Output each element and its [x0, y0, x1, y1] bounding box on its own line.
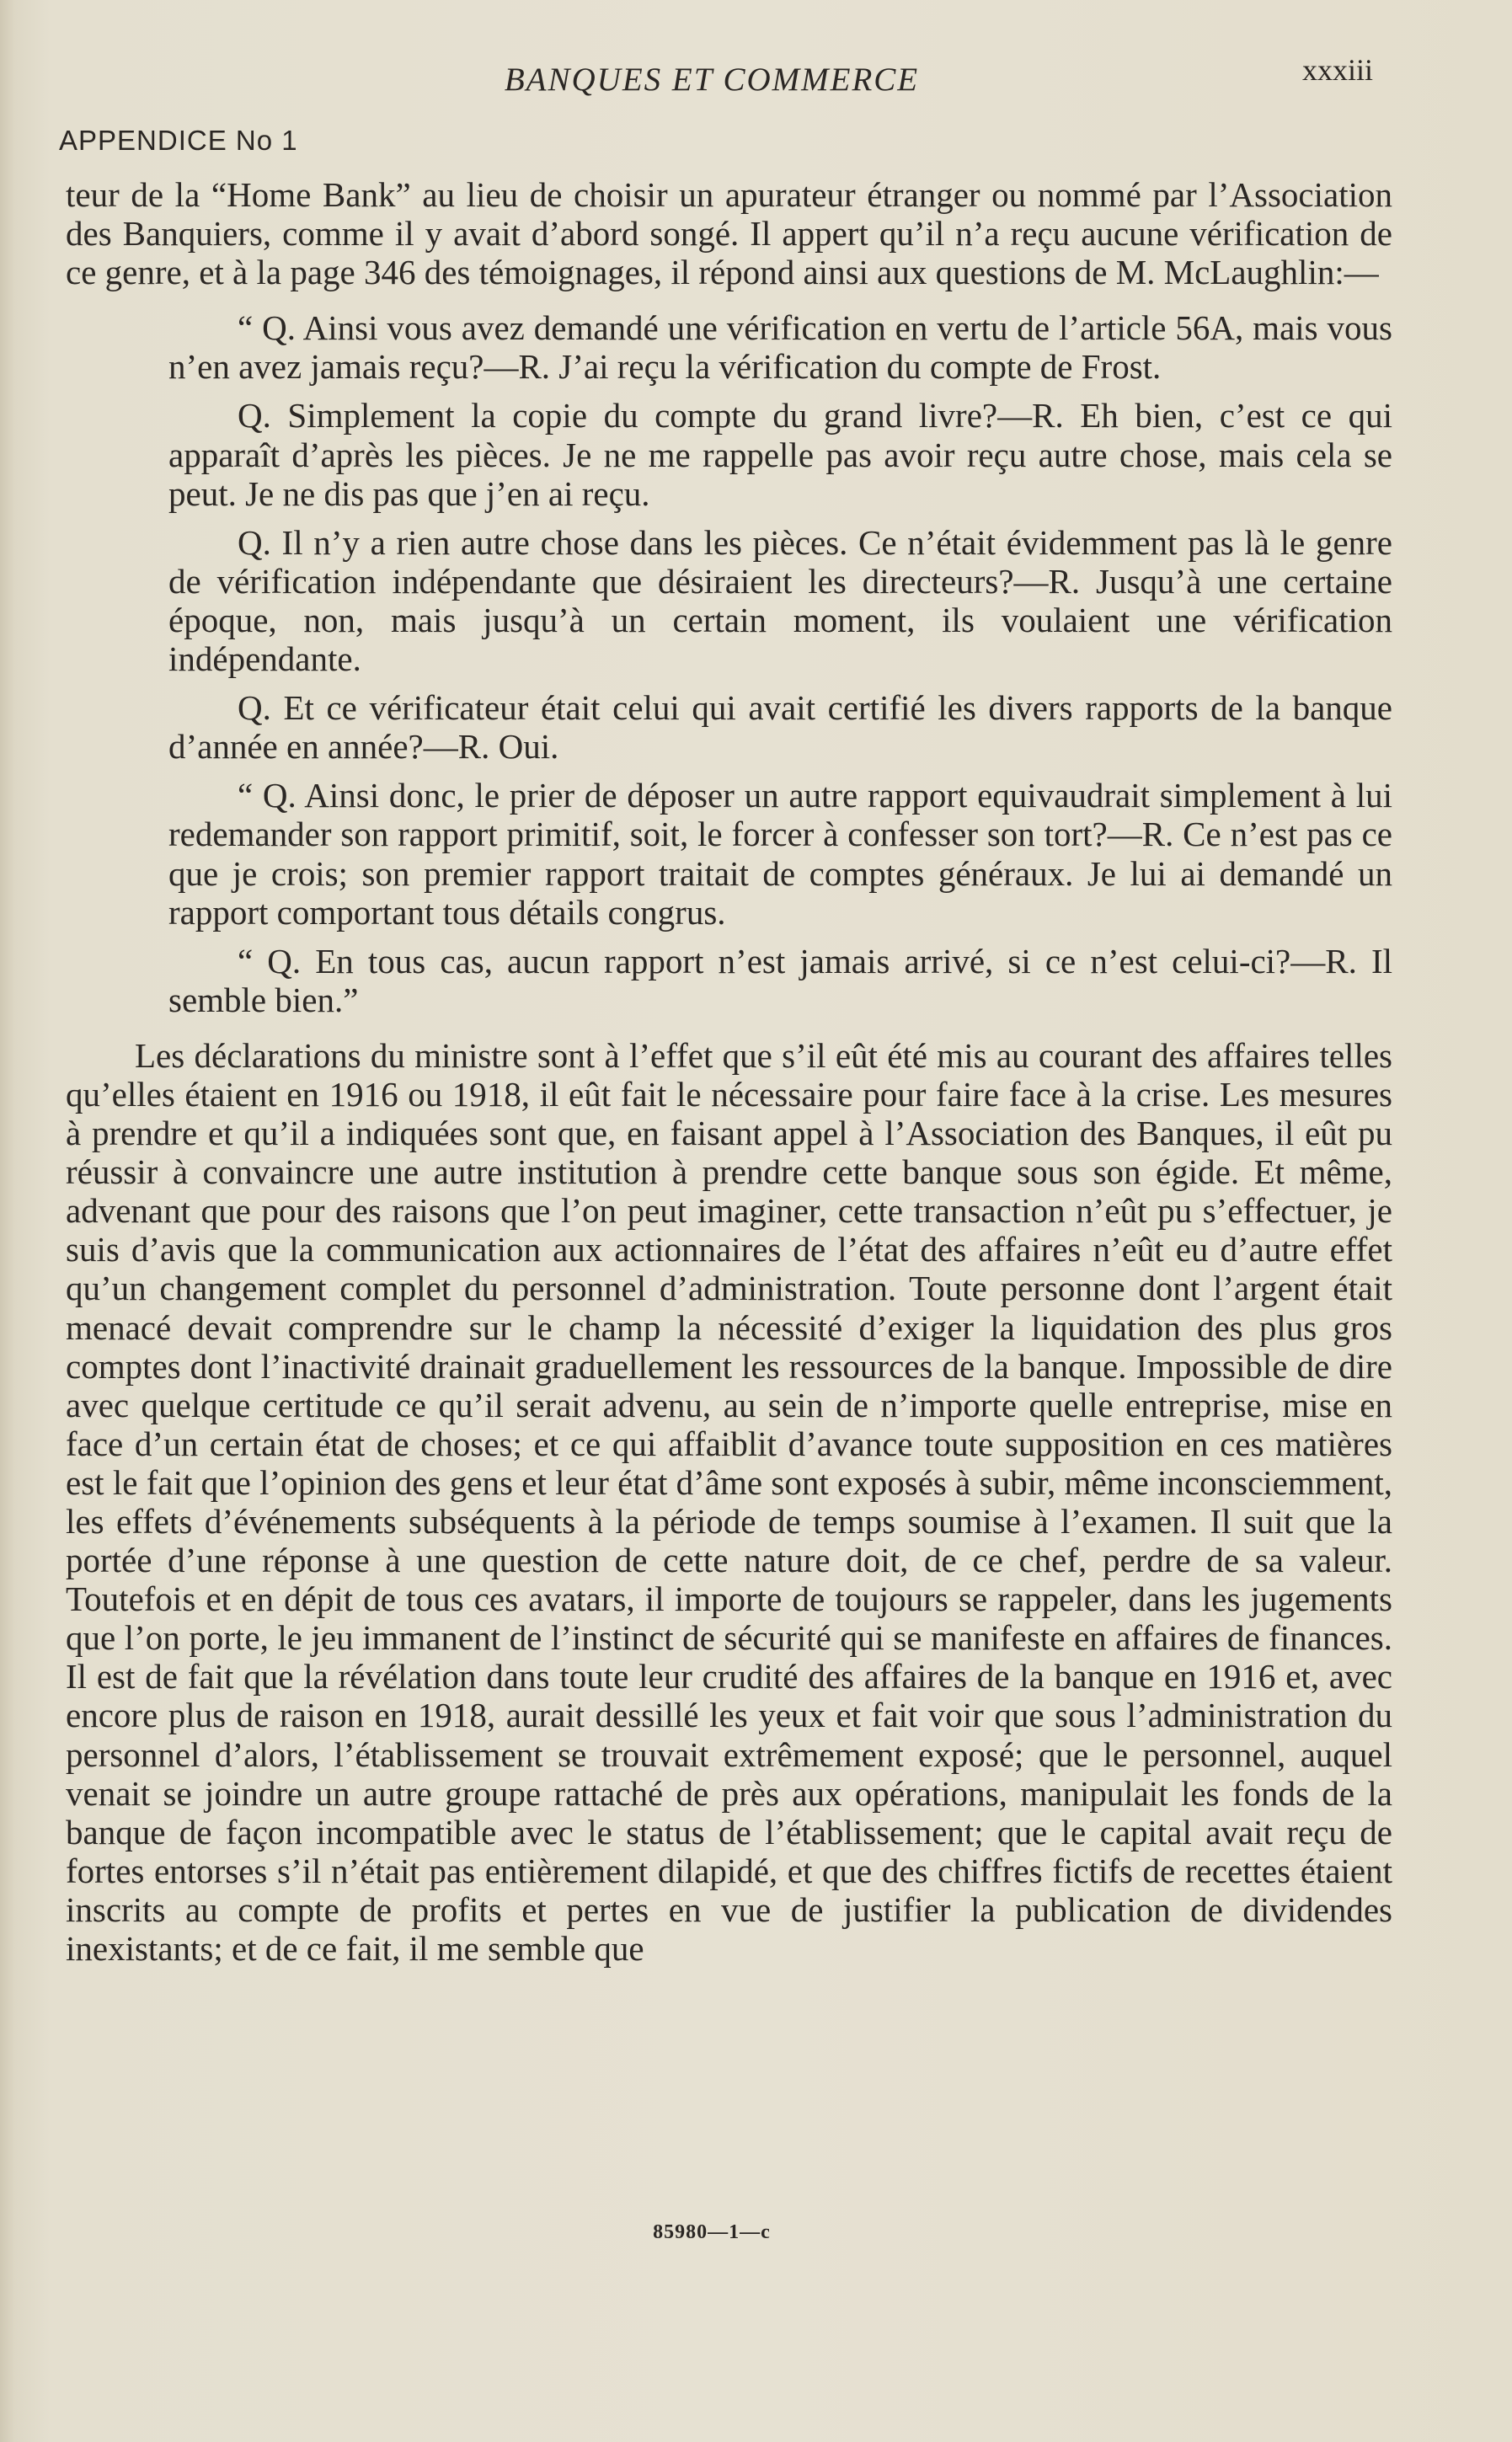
page-number: xxxiii [1301, 53, 1373, 87]
testimony-quote: “ Q. En tous cas, aucun rapport n’est jamais arrivé, si ce n’est celui-ci?—R. Il semble bien.” [168, 941, 1392, 1019]
appendix-label: APPENDICE No 1 [59, 125, 298, 156]
testimony-quote: Q. Et ce vérificateur était celui qui avait certifié les divers rapports de la banque d’année en année?—R. Oui. [168, 688, 1392, 767]
testimony-quote: Q. Il n’y a rien autre chose dans les pièces. Ce n’était évidemment pas là le genre de vérification indépendante que désiraient les directeurs?—R. Jusqu’à une certaine époque, non, mais jusqu’à un certain moment, ils voulaient une vérification indépendante. [168, 522, 1392, 679]
testimony-quote: “ Q. Ainsi vous avez demandé une vérification en vertu de l’article 56A, mais vous n’en avez jamais reçu?—R. J’ai reçu la vérification du compte de Frost. [168, 308, 1392, 387]
body-text [66, 175, 1392, 1968]
footer-printer-code: 85980—1—c [653, 2221, 771, 2243]
testimony-quote: Q. Simplement la copie du compte du grand livre?—R. Eh bien, c’est ce qui apparaît d’après les pièces. Je ne me rappelle pas avoir reçu autre chose, mais cela se peut. Je ne dis pas que j’en ai reçu. [168, 396, 1392, 513]
running-title: BANQUES ET COMMERCE [504, 61, 920, 98]
paragraph-continuation: teur de la “Home Bank” au lieu de choisir un apurateur étranger ou nommé par l’Association des Banquiers, comme il y avait d’abord songé. Il appert qu’il n’a reçu aucune vérification de ce genre, et à la page 346 des témoignages, il répond ainsi aux questions de M. McLaughlin:— [66, 175, 1392, 292]
paragraph-main: Les déclarations du ministre sont à l’effet que s’il eût été mis au courant des affaires telles qu’elles étaient en 1916 ou 1918, il eût fait le nécessaire pour faire face à la crise. Les mesures à prendre et qu’il a indiquées sont que, en faisant appel à l’Association des Banques, il eût pu réussir à convaincre une autre institution à prendre cette banque sous son égide. Et même, advenant que pour des raisons que l’on peut imaginer, cette transaction n’eût pu s’effectuer, je suis d’avis que la communication aux actionnaires de l’état des affaires n’eût eu d’autre effet qu’un changement complet du personnel d’administration. Toute personne dont l’argent était menacé devait comprendre sur le champ la nécessité d’exiger la liquidation des plus gros comptes dont l’inactivité drainait graduellement les ressources de la banque. Impossible de dire avec quelque certitude ce qu’il serait advenu, au sein de n’importe quelle entreprise, mise en face d’un certain état de choses; et ce qui affaiblit d’avance toute supposition en ces matières est le fait que l’opinion des gens et leur état d’âme sont exposés à subir, même inconsciemment, les effets d’événements subséquents à la période de temps soumise à l’examen. Il suit que la portée d’une réponse à une question de cette nature doit, de ce chef, perdre de sa valeur. Toutefois et en dépit de tous ces avatars, il importe de toujours se rappeler, dans les jugements que l’on porte, le jeu immanent de l’instinct de sécurité qui se manifeste en affaires de finances. Il est de fait que la révélation dans toute leur crudité des affaires de la banque en 1916 et, avec encore plus de raison en 1918, aurait dessillé les yeux et fait voir que sous l’administration du personnel d’alors, l’établissement se trouvait extrêmement exposé; que le personnel, auquel venait se joindre un autre groupe rattaché de près aux opérations, manipulait les fonds de la banque de façon incompatible avec le status de l’établissement; que le capital avait reçu de fortes entorses s’il n’était pas entièrement dilapidé, et que des chiffres fictifs de recettes étaient inscrits au compte de profits et pertes en vue de justifier la publication de dividendes inexistants; et de ce fait, il me semble que [66, 1035, 1392, 1969]
testimony-quote: “ Q. Ainsi donc, le prier de déposer un autre rapport equivaudrait simplement à lui redemander son rapport primitif, soit, le forcer à confesser son tort?—R. Ce n’est pas ce que je crois; son premier rapport traitait de comptes généraux. Je lui ai demandé un rapport comportant tous détails congrus. [168, 776, 1392, 932]
